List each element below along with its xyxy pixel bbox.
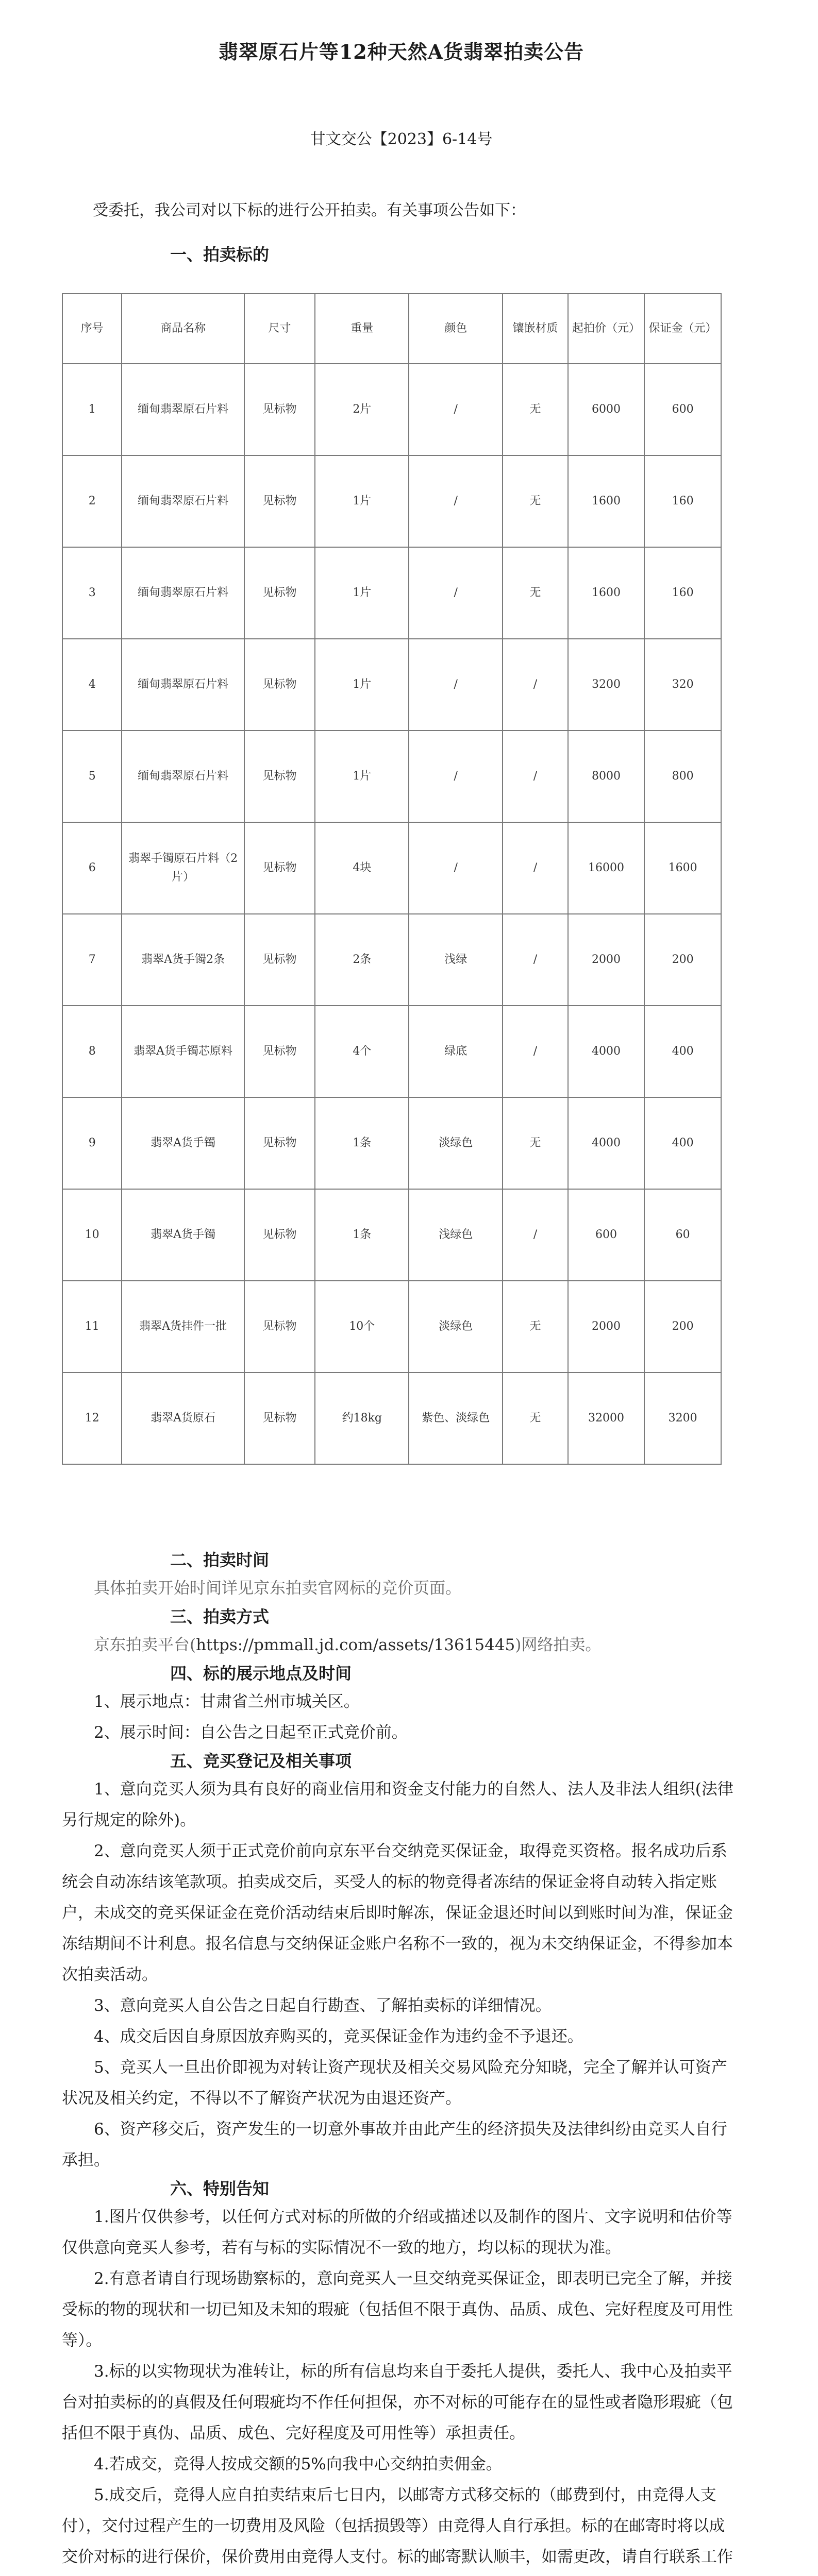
header-cell-start-price: 起拍价（元） — [568, 294, 645, 364]
cell-no: 7 — [62, 914, 122, 1006]
cell-deposit: 600 — [644, 364, 721, 455]
table-row — [62, 1006, 721, 1097]
table-row — [62, 1372, 721, 1464]
cell-start-price: 600 — [568, 1189, 645, 1281]
jd-auction-link[interactable]: https://pmmall.jd.com/assets/13615445 — [196, 1636, 515, 1654]
cell-inlay: / — [503, 639, 567, 731]
cell-size: 见标物 — [244, 455, 315, 547]
cell-color: / — [409, 639, 503, 731]
header-cell-color: 颜色 — [409, 294, 503, 364]
header-cell-no: 序号 — [62, 294, 122, 364]
section-heading-method: 三、拍卖方式 — [170, 1607, 270, 1626]
auction-method-suffix: )网络拍卖。 — [515, 1636, 602, 1654]
cell-size: 见标物 — [244, 1097, 315, 1189]
cell-name: 缅甸翡翠原石片料 — [122, 731, 244, 822]
cell-start-price: 3200 — [568, 639, 645, 731]
cell-size: 见标物 — [244, 1281, 315, 1372]
cell-size: 见标物 — [244, 822, 315, 914]
cell-weight: 1条 — [315, 1189, 409, 1281]
notice-item: 5.成交后，竞得人应自拍卖结束后七日内，以邮寄方式移交标的（邮费到付，由竞得人支付），交付过程产生的一切费用及风险（包括损毁等）由竞得人自行承担。标的在邮寄时将以成交价对标的进行保价，保价费用由竞得人支付。标的邮寄默认顺丰，如需更改，请自行联系工作 — [62, 2486, 733, 2566]
auction-items-table — [62, 293, 722, 1465]
page-title: 翡翠原石片等12种天然A货翡翠拍卖公告 — [218, 40, 585, 63]
header-cell-inlay: 镶嵌材质 — [503, 294, 567, 364]
section-heading-time: 二、拍卖时间 — [170, 1550, 270, 1570]
cell-inlay: 无 — [503, 1372, 567, 1464]
table-body — [62, 364, 721, 1464]
cell-color: 紫色、淡绿色 — [409, 1372, 503, 1464]
cell-inlay: 无 — [503, 455, 567, 547]
notice-item: 4.若成交，竞得人按成交额的5%向我中心交纳拍卖佣金。 — [94, 2455, 502, 2473]
cell-size: 见标物 — [244, 1189, 315, 1281]
cell-deposit: 160 — [644, 547, 721, 639]
notice-item: 2.有意者请自行现场勘察标的，意向竞买人一旦交纳竞买保证金，即表明已完全了解，并接受标的物的现状和一切已知及未知的瑕疵（包括但不限于真伪、品质、成色、完好程度及可用性等）。 — [62, 2269, 733, 2350]
cell-color: / — [409, 822, 503, 914]
display-time: 2、展示时间：自公告之日起至正式竞价前。 — [94, 1723, 408, 1742]
cell-start-price: 16000 — [568, 822, 645, 914]
cell-start-price: 32000 — [568, 1372, 645, 1464]
cell-start-price: 2000 — [568, 1281, 645, 1372]
cell-deposit: 200 — [644, 1281, 721, 1372]
cell-color: 绿底 — [409, 1006, 503, 1097]
cell-no: 8 — [62, 1006, 122, 1097]
cell-deposit: 3200 — [644, 1372, 721, 1464]
cell-inlay: / — [503, 731, 567, 822]
table-row — [62, 547, 721, 639]
cell-deposit: 400 — [644, 1097, 721, 1189]
cell-size: 见标物 — [244, 364, 315, 455]
table-row — [62, 455, 721, 547]
cell-no: 2 — [62, 455, 122, 547]
cell-start-price: 2000 — [568, 914, 645, 1006]
table-row — [62, 639, 721, 731]
auction-method-prefix: 京东拍卖平台( — [94, 1636, 196, 1654]
cell-size: 见标物 — [244, 1372, 315, 1464]
table-row — [62, 1189, 721, 1281]
cell-weight: 4块 — [315, 822, 409, 914]
table-row — [62, 914, 721, 1006]
display-location: 1、展示地点：甘肃省兰州市城关区。 — [94, 1692, 360, 1711]
cell-name: 翡翠A货原石 — [122, 1372, 244, 1464]
header-cell-name: 商品名称 — [122, 294, 244, 364]
cell-weight: 1片 — [315, 639, 409, 731]
cell-deposit: 1600 — [644, 822, 721, 914]
cell-name: 缅甸翡翠原石片料 — [122, 364, 244, 455]
cell-no: 6 — [62, 822, 122, 914]
cell-start-price: 4000 — [568, 1097, 645, 1189]
cell-inlay: 无 — [503, 364, 567, 455]
cell-weight: 1片 — [315, 547, 409, 639]
cell-weight: 1片 — [315, 455, 409, 547]
header-cell-deposit: 保证金（元） — [644, 294, 721, 364]
cell-deposit: 400 — [644, 1006, 721, 1097]
cell-no: 11 — [62, 1281, 122, 1372]
cell-name: 翡翠手镯原石片料（2片） — [122, 822, 244, 914]
notice-item: 3.标的以实物现状为准转让，标的所有信息均来自于委托人提供，委托人、我中心及拍卖平台对拍卖标的的真假及任何瑕疵均不作任何担保，亦不对标的可能存在的显性或者隐形瑕疵（包括但不限于真伪、品质、成色、完好程度及可用性等）承担责任。 — [62, 2362, 733, 2443]
cell-color: / — [409, 455, 503, 547]
cell-color: 浅绿色 — [409, 1189, 503, 1281]
registration-item: 2、意向竞买人须于正式竞价前向京东平台交纳竞买保证金，取得竞买资格。报名成功后系统会自动冻结该笔款项。拍卖成交后，买受人的标的物竞得者冻结的保证金将自动转入指定账户，未成交的竞买保证金在竞价活动结束后即时解冻，保证金退还时间以到账时间为准，保证金冻结期间不计利息。报名信息与交纳保证金账户名称不一致的，视为未交纳保证金，不得参加本次拍卖活动。 — [62, 1842, 733, 1984]
table-row — [62, 1281, 721, 1372]
cell-no: 9 — [62, 1097, 122, 1189]
cell-size: 见标物 — [244, 1006, 315, 1097]
cell-inlay: 无 — [503, 1097, 567, 1189]
cell-inlay: / — [503, 914, 567, 1006]
document-number: 甘文交公【2023】6-14号 — [310, 130, 493, 148]
cell-deposit: 200 — [644, 914, 721, 1006]
cell-weight: 2条 — [315, 914, 409, 1006]
cell-no: 5 — [62, 731, 122, 822]
cell-inlay: 无 — [503, 547, 567, 639]
cell-size: 见标物 — [244, 914, 315, 1006]
cell-deposit: 160 — [644, 455, 721, 547]
cell-weight: 约18kg — [315, 1372, 409, 1464]
section-heading-registration: 五、竞买登记及相关事项 — [170, 1751, 352, 1771]
cell-name: 翡翠A货挂件一批 — [122, 1281, 244, 1372]
header-cell-size: 尺寸 — [244, 294, 315, 364]
cell-size: 见标物 — [244, 547, 315, 639]
cell-weight: 2片 — [315, 364, 409, 455]
cell-start-price: 6000 — [568, 364, 645, 455]
auction-time-text: 具体拍卖开始时间详见京东拍卖官网标的竞价页面。 — [94, 1579, 461, 1598]
notice-item: 1.图片仅供参考，以任何方式对标的所做的介绍或描述以及制作的图片、文字说明和估价等仅供意向竞买人参考，若有与标的实际情况不一致的地方，均以标的现状为准。 — [62, 2208, 732, 2257]
cell-no: 10 — [62, 1189, 122, 1281]
cell-color: / — [409, 731, 503, 822]
header-cell-weight: 重量 — [315, 294, 409, 364]
cell-start-price: 1600 — [568, 455, 645, 547]
cell-inlay: 无 — [503, 1281, 567, 1372]
cell-weight: 1片 — [315, 731, 409, 822]
registration-item: 3、意向竞买人自公告之日起自行勘查、了解拍卖标的详细情况。 — [94, 1996, 552, 2015]
cell-color: / — [409, 547, 503, 639]
cell-start-price: 1600 — [568, 547, 645, 639]
cell-name: 翡翠A货手镯 — [122, 1189, 244, 1281]
cell-color: / — [409, 364, 503, 455]
cell-name: 翡翠A货手镯 — [122, 1097, 244, 1189]
table-header-row — [62, 294, 721, 364]
section-heading-display: 四、标的展示地点及时间 — [170, 1664, 352, 1683]
cell-name: 缅甸翡翠原石片料 — [122, 639, 244, 731]
section-heading-notices: 六、特别告知 — [170, 2179, 270, 2198]
cell-start-price: 8000 — [568, 731, 645, 822]
cell-no: 1 — [62, 364, 122, 455]
cell-deposit: 320 — [644, 639, 721, 731]
registration-item: 6、资产移交后，资产发生的一切意外事故并由此产生的经济损失及法律纠纷由竞买人自行承担。 — [62, 2120, 727, 2170]
cell-weight: 4个 — [315, 1006, 409, 1097]
cell-size: 见标物 — [244, 639, 315, 731]
cell-deposit: 60 — [644, 1189, 721, 1281]
cell-inlay: / — [503, 1189, 567, 1281]
cell-no: 4 — [62, 639, 122, 731]
cell-name: 缅甸翡翠原石片料 — [122, 455, 244, 547]
registration-item: 4、成交后因自身原因放弃购买的，竞买保证金作为违约金不予退还。 — [94, 2027, 583, 2046]
table-row — [62, 364, 721, 455]
cell-name: 翡翠A货手镯2条 — [122, 914, 244, 1006]
cell-color: 淡绿色 — [409, 1281, 503, 1372]
cell-name: 缅甸翡翠原石片料 — [122, 547, 244, 639]
cell-deposit: 800 — [644, 731, 721, 822]
cell-inlay: / — [503, 822, 567, 914]
cell-no: 3 — [62, 547, 122, 639]
table-row — [62, 822, 721, 914]
cell-color: 浅绿 — [409, 914, 503, 1006]
cell-size: 见标物 — [244, 731, 315, 822]
section-heading-items: 一、拍卖标的 — [170, 245, 270, 264]
cell-name: 翡翠A货手镯芯原料 — [122, 1006, 244, 1097]
cell-weight: 10个 — [315, 1281, 409, 1372]
cell-no: 12 — [62, 1372, 122, 1464]
registration-item: 5、竞买人一旦出价即视为对转让资产现状及相关交易风险充分知晓，完全了解并认可资产状况及相关约定，不得以不了解资产状况为由退还资产。 — [62, 2058, 727, 2108]
table-row — [62, 1097, 721, 1189]
cell-inlay: / — [503, 1006, 567, 1097]
cell-color: 淡绿色 — [409, 1097, 503, 1189]
cell-weight: 1条 — [315, 1097, 409, 1189]
intro-paragraph: 受委托，我公司对以下标的进行公开拍卖。有关事项公告如下： — [93, 201, 526, 219]
auction-method-text — [62, 1630, 741, 1660]
table-row — [62, 731, 721, 822]
cell-start-price: 4000 — [568, 1006, 645, 1097]
registration-item: 1、意向竞买人须为具有良好的商业信用和资金支付能力的自然人、法人及非法人组织(法律另行规定的除外)。 — [62, 1780, 733, 1829]
